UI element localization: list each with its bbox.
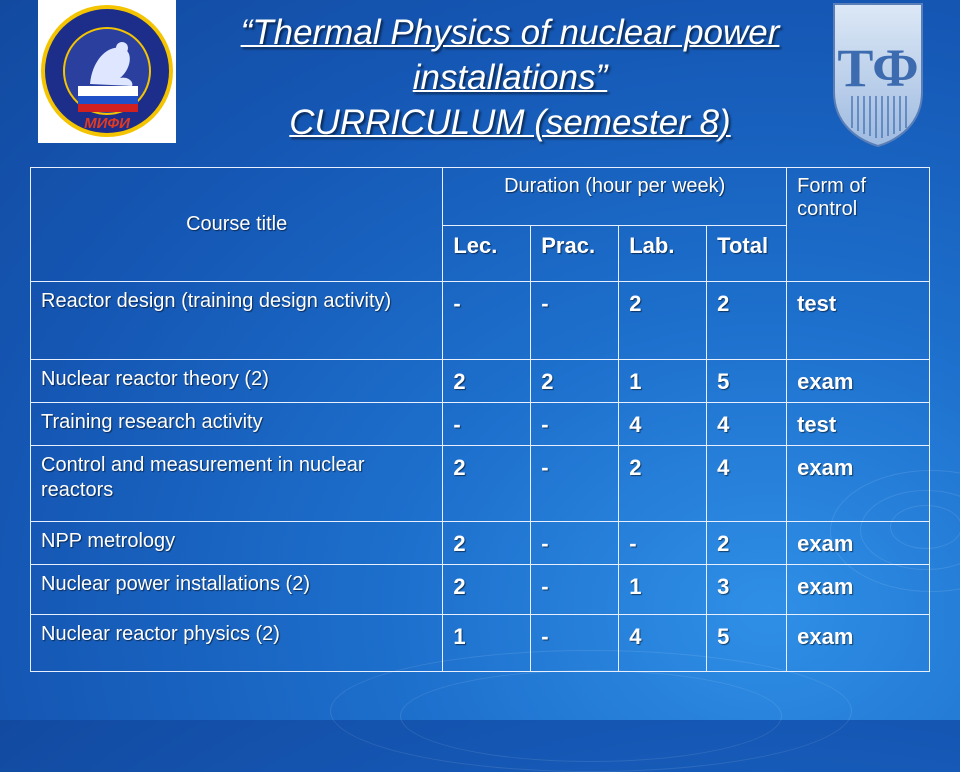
table-row <box>31 565 930 615</box>
lab-hours: 1 <box>619 565 707 615</box>
total-hours: 4 <box>707 403 787 446</box>
prac-hours: - <box>531 403 619 446</box>
lab-hours: 2 <box>619 282 707 360</box>
mephi-logo <box>38 0 176 143</box>
prac-hours: - <box>531 615 619 672</box>
table-row <box>31 282 930 360</box>
table-row <box>31 360 930 403</box>
control-form: exam <box>787 615 930 672</box>
lec-hours: 2 <box>443 522 531 565</box>
total-hours: 5 <box>707 615 787 672</box>
control-form: exam <box>787 360 930 403</box>
lab-hours: 4 <box>619 403 707 446</box>
thermal-physics-shield-icon <box>828 0 928 148</box>
table-row <box>31 403 930 446</box>
lab-hours: 4 <box>619 615 707 672</box>
slide-title <box>190 10 830 145</box>
total-hours: 4 <box>707 446 787 522</box>
header-lab: Lab. <box>619 226 707 282</box>
title-line-3: CURRICULUM (semester 8) <box>289 103 731 142</box>
lec-hours: 2 <box>443 360 531 403</box>
lab-hours: 1 <box>619 360 707 403</box>
curriculum-table <box>30 167 930 672</box>
total-hours: 3 <box>707 565 787 615</box>
course-name: Control and measurement in nuclear reactors <box>31 446 443 522</box>
header-prac: Prac. <box>531 226 619 282</box>
header-lec: Lec. <box>443 226 531 282</box>
header-course-title: Course title <box>31 168 443 282</box>
department-logo <box>828 0 928 148</box>
lec-hours: 2 <box>443 565 531 615</box>
lec-hours: 1 <box>443 615 531 672</box>
prac-hours: - <box>531 522 619 565</box>
control-form: exam <box>787 446 930 522</box>
lec-hours: 2 <box>443 446 531 522</box>
header-form-of-control: Form of control <box>787 168 930 282</box>
prac-hours: - <box>531 565 619 615</box>
header-total: Total <box>707 226 787 282</box>
lec-hours: - <box>443 403 531 446</box>
lab-hours: 2 <box>619 446 707 522</box>
prac-hours: - <box>531 446 619 522</box>
total-hours: 2 <box>707 522 787 565</box>
table-row <box>31 522 930 565</box>
control-form: test <box>787 403 930 446</box>
course-name: Reactor design (training design activity) <box>31 282 443 360</box>
title-line-1: “Thermal Physics of nuclear power <box>240 13 780 52</box>
table-header-row <box>31 168 930 226</box>
control-form: exam <box>787 522 930 565</box>
control-form: exam <box>787 565 930 615</box>
title-line-2: installations” <box>412 58 608 97</box>
course-name: NPP metrology <box>31 522 443 565</box>
total-hours: 2 <box>707 282 787 360</box>
background-ripple <box>400 670 782 762</box>
svg-text:МИФИ: МИФИ <box>84 115 130 132</box>
total-hours: 5 <box>707 360 787 403</box>
lec-hours: - <box>443 282 531 360</box>
lab-hours: - <box>619 522 707 565</box>
course-name: Nuclear reactor physics (2) <box>31 615 443 672</box>
prac-hours: - <box>531 282 619 360</box>
svg-text:ТФ: ТФ <box>837 38 919 98</box>
course-name: Nuclear reactor theory (2) <box>31 360 443 403</box>
prac-hours: 2 <box>531 360 619 403</box>
mephi-emblem-icon <box>38 0 176 143</box>
table-row <box>31 446 930 522</box>
course-name: Nuclear power installations (2) <box>31 565 443 615</box>
header-duration: Duration (hour per week) <box>443 168 787 226</box>
course-name: Training research activity <box>31 403 443 446</box>
control-form: test <box>787 282 930 360</box>
table-row <box>31 615 930 672</box>
